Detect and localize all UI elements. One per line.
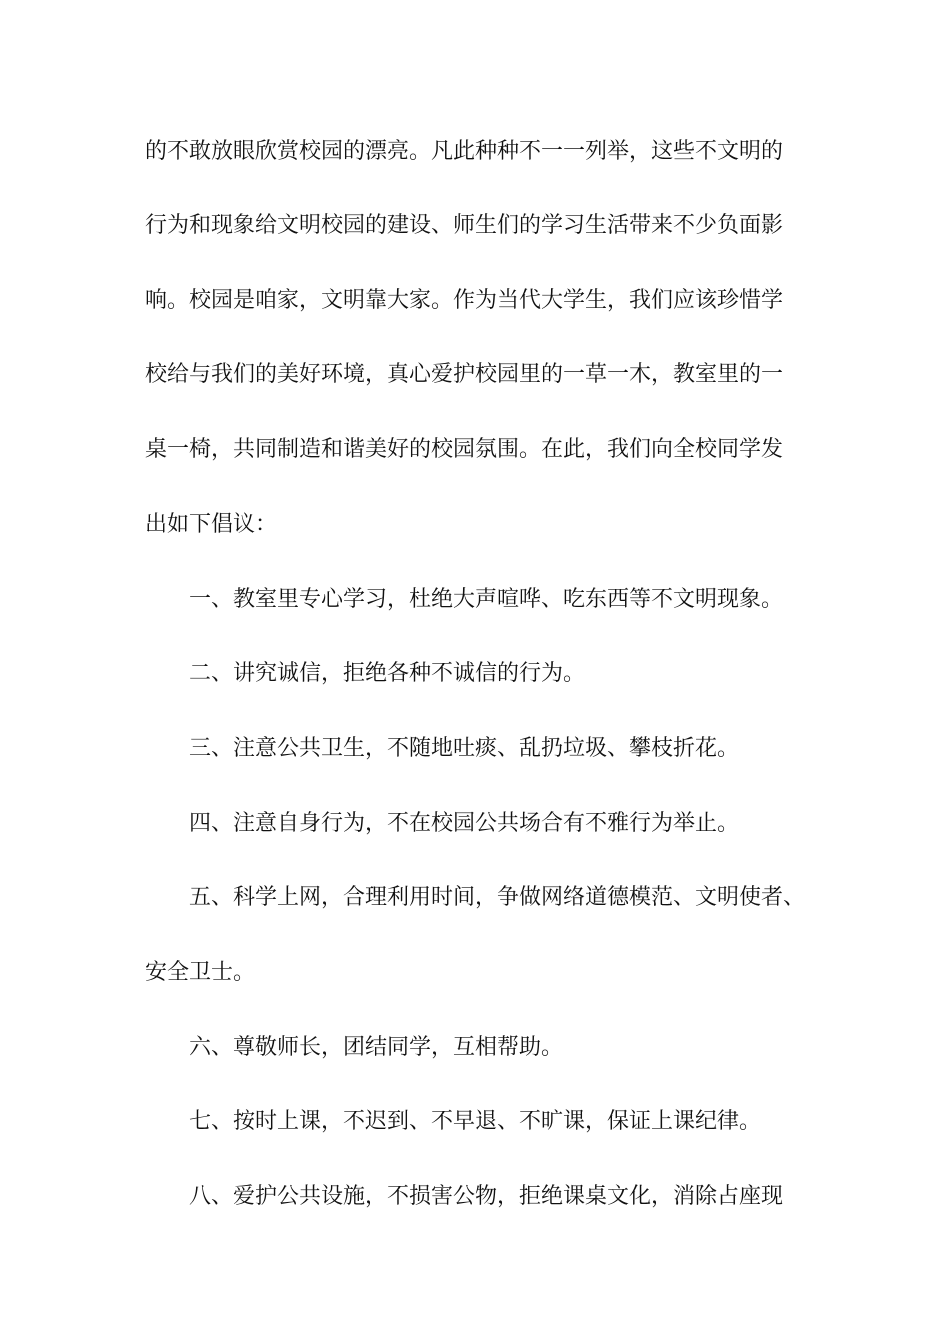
proposal-item-6: 六、尊敬师长，团结同学，互相帮助。 (189, 1035, 564, 1060)
proposal-item-1: 一、教室里专心学习，杜绝大声喧哗、吃东西等不文明现象。 (189, 587, 784, 612)
proposal-item-4: 四、注意自身行为，不在校园公共场合有不雅行为举止。 (189, 811, 740, 836)
proposal-item-7: 七、按时上课，不迟到、不早退、不旷课，保证上课纪律。 (189, 1109, 762, 1134)
paragraph-line: 出如下倡议： (145, 512, 278, 537)
proposal-item-8: 八、爱护公共设施，不损害公物，拒绝课桌文化，消除占座现 (189, 1184, 784, 1209)
proposal-item-3: 三、注意公共卫生，不随地吐痰、乱扔垃圾、攀枝折花。 (189, 736, 740, 761)
paragraph-line: 响。校园是咱家，文明靠大家。作为当代大学生，我们应该珍惜学 (145, 288, 784, 313)
paragraph-line: 校给与我们的美好环境，真心爱护校园里的一草一木，教室里的一 (145, 362, 784, 387)
proposal-item-5: 五、科学上网，合理利用时间，争做网络道德模范、文明使者、 (189, 885, 806, 910)
paragraph-line: 桌一椅，共同制造和谐美好的校园氛围。在此，我们向全校同学发 (145, 437, 784, 462)
paragraph-line: 的不敢放眼欣赏校园的漂亮。凡此种种不一一列举，这些不文明的 (145, 139, 784, 164)
proposal-item-5-continued: 安全卫士。 (145, 960, 256, 985)
paragraph-line: 行为和现象给文明校园的建设、师生们的学习生活带来不少负面影 (145, 213, 784, 238)
proposal-item-2: 二、讲究诚信，拒绝各种不诚信的行为。 (189, 661, 586, 686)
